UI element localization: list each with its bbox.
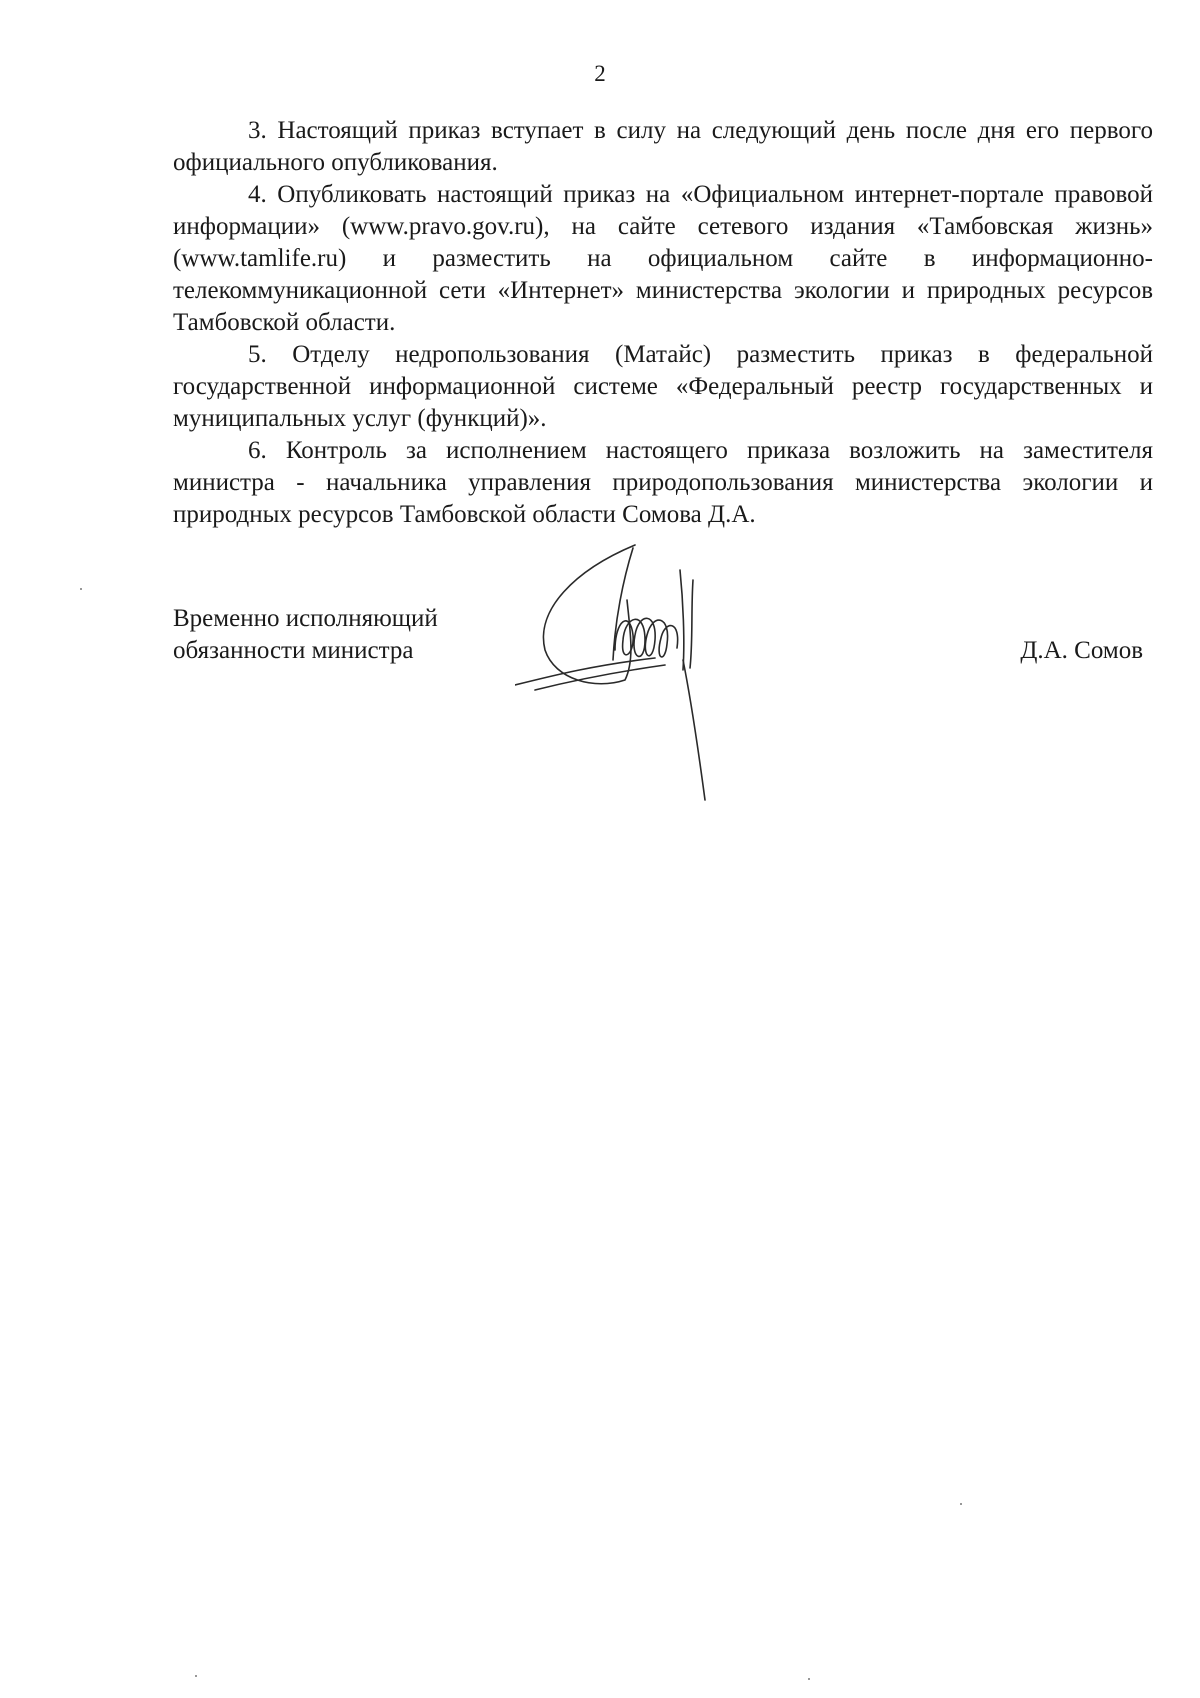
paragraph-4: 4. Опубликовать настоящий приказ на «Официальном интернет-портале правовой информации» (www.pravo.gov.ru), на сайте сетевого издания «Тамбовская жизнь» (www.tamlife.ru) и разместить на официальном сайте в информационно-телекоммуникационной сети «Интернет» министерства экологии и природных ресурсов Тамбовской области.: [173, 181, 1153, 336]
paragraph-3: 3. Настоящий приказ вступает в силу на следующий день после дня его первого официального опубликования.: [173, 117, 1153, 176]
scan-speck: [960, 1503, 962, 1505]
signatory-name: Д.А. Сомов: [1020, 637, 1143, 664]
page-number: 2: [594, 61, 606, 86]
signatory-title: [173, 603, 503, 667]
scan-speck: [195, 1675, 197, 1677]
signatory-title-line-1: Временно исполняющий: [173, 605, 438, 632]
document-body: [173, 115, 1153, 531]
handwritten-signature: [515, 540, 765, 820]
paragraph-6: 6. Контроль за исполнением настоящего приказа возложить на заместителя министра - начальника управления природопользования министерства экологии и природных ресурсов Тамбовской области Сомова Д.А.: [173, 437, 1153, 528]
scan-speck: [80, 588, 82, 590]
paragraph-5: 5. Отделу недропользования (Матайс) разместить приказ в федеральной государственной информационной системе «Федеральный реестр государственных и муниципальных услуг (функций)».: [173, 341, 1153, 432]
scan-speck: [808, 1678, 810, 1680]
signatory-title-line-2: обязанности министра: [173, 637, 414, 664]
